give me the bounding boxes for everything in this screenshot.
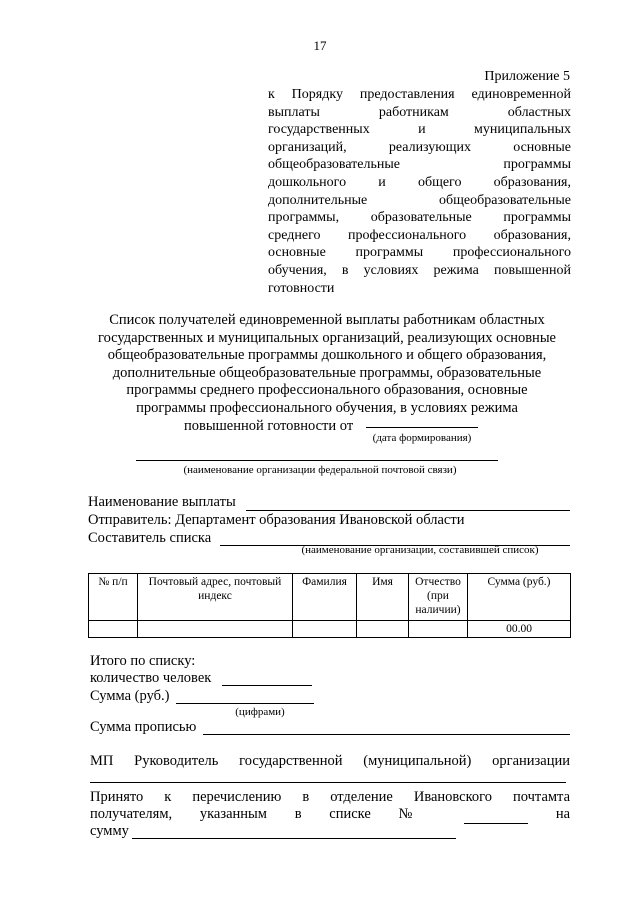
signature-word: Руководитель <box>134 753 219 769</box>
appendix-line: основные программы профессионального <box>268 245 571 261</box>
accepted-sum-blank[interactable] <box>132 838 456 839</box>
signature-word: государственной <box>239 753 343 769</box>
date-blank[interactable] <box>366 427 478 428</box>
accepted-word: № <box>398 806 437 822</box>
mp-mark: МП <box>90 753 114 769</box>
title-line: повышенной готовности от <box>184 417 354 434</box>
sum-label: Сумма (руб.) <box>90 688 170 704</box>
total-sum-cell: 00.00 <box>468 621 571 638</box>
title-line: дополнительные общеобразовательные программы, образовательные <box>112 364 542 381</box>
sum-words-blank[interactable] <box>203 734 570 735</box>
accepted-line-1 <box>90 789 570 806</box>
col-name-header: Имя <box>357 574 409 621</box>
appendix-line: обучения, в условиях режима повышенной <box>268 262 571 278</box>
appendix-line: готовности <box>268 280 335 296</box>
count-label: количество человек <box>90 670 212 686</box>
col-patronymic-header: Отчество (при наличии) <box>409 574 468 621</box>
compiler-label: Составитель списка <box>88 530 212 546</box>
title-line: программы среднего профессионального образования, основные <box>126 382 528 399</box>
accepted-word: указанным <box>199 806 267 822</box>
appendix-line: дошкольного и общего образования, <box>268 174 571 190</box>
accepted-word: к <box>164 789 172 805</box>
sender-text: Отправитель: Департамент образования Ивановской области <box>88 512 465 528</box>
appendix-line: дополнительные общеобразовательные <box>268 192 571 208</box>
appendix-text <box>268 86 571 297</box>
table-cell[interactable] <box>138 621 293 638</box>
appendix-line: государственных и муниципальных <box>268 122 571 138</box>
col-address-header: Почтовый адрес, почтовый индекс <box>138 574 293 621</box>
accepted-sum-label: сумму <box>90 823 129 839</box>
accepted-word: списке <box>329 806 371 822</box>
post-office-caption: (наименование организации федеральной почтовой связи) <box>183 464 457 476</box>
table-row <box>89 621 571 638</box>
accepted-word: отделение <box>330 789 393 805</box>
sum-digits-caption: (цифрами) <box>235 706 285 718</box>
payment-name-blank[interactable] <box>246 510 570 511</box>
accepted-word: перечислению <box>192 789 282 805</box>
table-cell[interactable] <box>89 621 138 638</box>
title-line: государственных и муниципальных организаций, реализующих основные <box>97 329 556 346</box>
accepted-word: почтамта <box>513 789 571 805</box>
appendix-line: среднего профессионального образования, <box>268 227 571 243</box>
accepted-word: получателям, <box>90 806 173 822</box>
signature-line <box>90 753 570 770</box>
title-line: программы профессионального обучения, в условиях режима <box>136 399 518 416</box>
col-sum-header: Сумма (руб.) <box>468 574 571 621</box>
count-blank[interactable] <box>222 685 312 686</box>
page-number: 17 <box>313 38 327 53</box>
list-number-blank[interactable] <box>464 806 528 824</box>
date-caption: (дата формирования) <box>372 432 472 444</box>
accepted-word: на <box>555 806 571 822</box>
title-line: Список получателей единовременной выплаты работникам областных <box>109 312 545 328</box>
signature-word: организации <box>492 753 570 769</box>
table-cell[interactable] <box>357 621 409 638</box>
appendix-title: Приложение 5 <box>484 69 570 84</box>
recipients-table <box>88 573 571 638</box>
compiler-caption: (наименование организации, составившей список) <box>301 544 539 556</box>
accepted-line-2 <box>90 806 570 824</box>
signature-word: (муниципальной) <box>363 753 472 769</box>
table-header-row <box>89 574 571 621</box>
appendix-line: общеобразовательные программы <box>268 157 571 173</box>
accepted-word: Ивановского <box>413 789 493 805</box>
appendix-line: выплаты работникам областных <box>268 104 571 120</box>
post-office-blank[interactable] <box>136 460 498 461</box>
sum-words-label: Сумма прописью <box>90 719 197 735</box>
table-cell[interactable] <box>409 621 468 638</box>
accepted-word: в <box>294 806 302 822</box>
col-number-header: № п/п <box>89 574 138 621</box>
appendix-line: программы, образовательные программы <box>268 210 571 226</box>
title-line: общеобразовательные программы дошкольного и общего образования, <box>107 347 547 364</box>
table-cell[interactable] <box>293 621 357 638</box>
accepted-word: в <box>302 789 310 805</box>
payment-name-label: Наименование выплаты <box>88 494 236 510</box>
col-surname-header: Фамилия <box>293 574 357 621</box>
document-title <box>88 312 566 435</box>
appendix-line: к Порядку предоставления единовременной <box>268 87 571 102</box>
signature-blank[interactable] <box>90 782 566 783</box>
totals-heading: Итого по списку: <box>90 653 196 669</box>
appendix-line: организаций, реализующих основные <box>268 139 571 155</box>
accepted-word: Принято <box>90 789 144 805</box>
sum-digits-blank[interactable] <box>176 703 314 704</box>
